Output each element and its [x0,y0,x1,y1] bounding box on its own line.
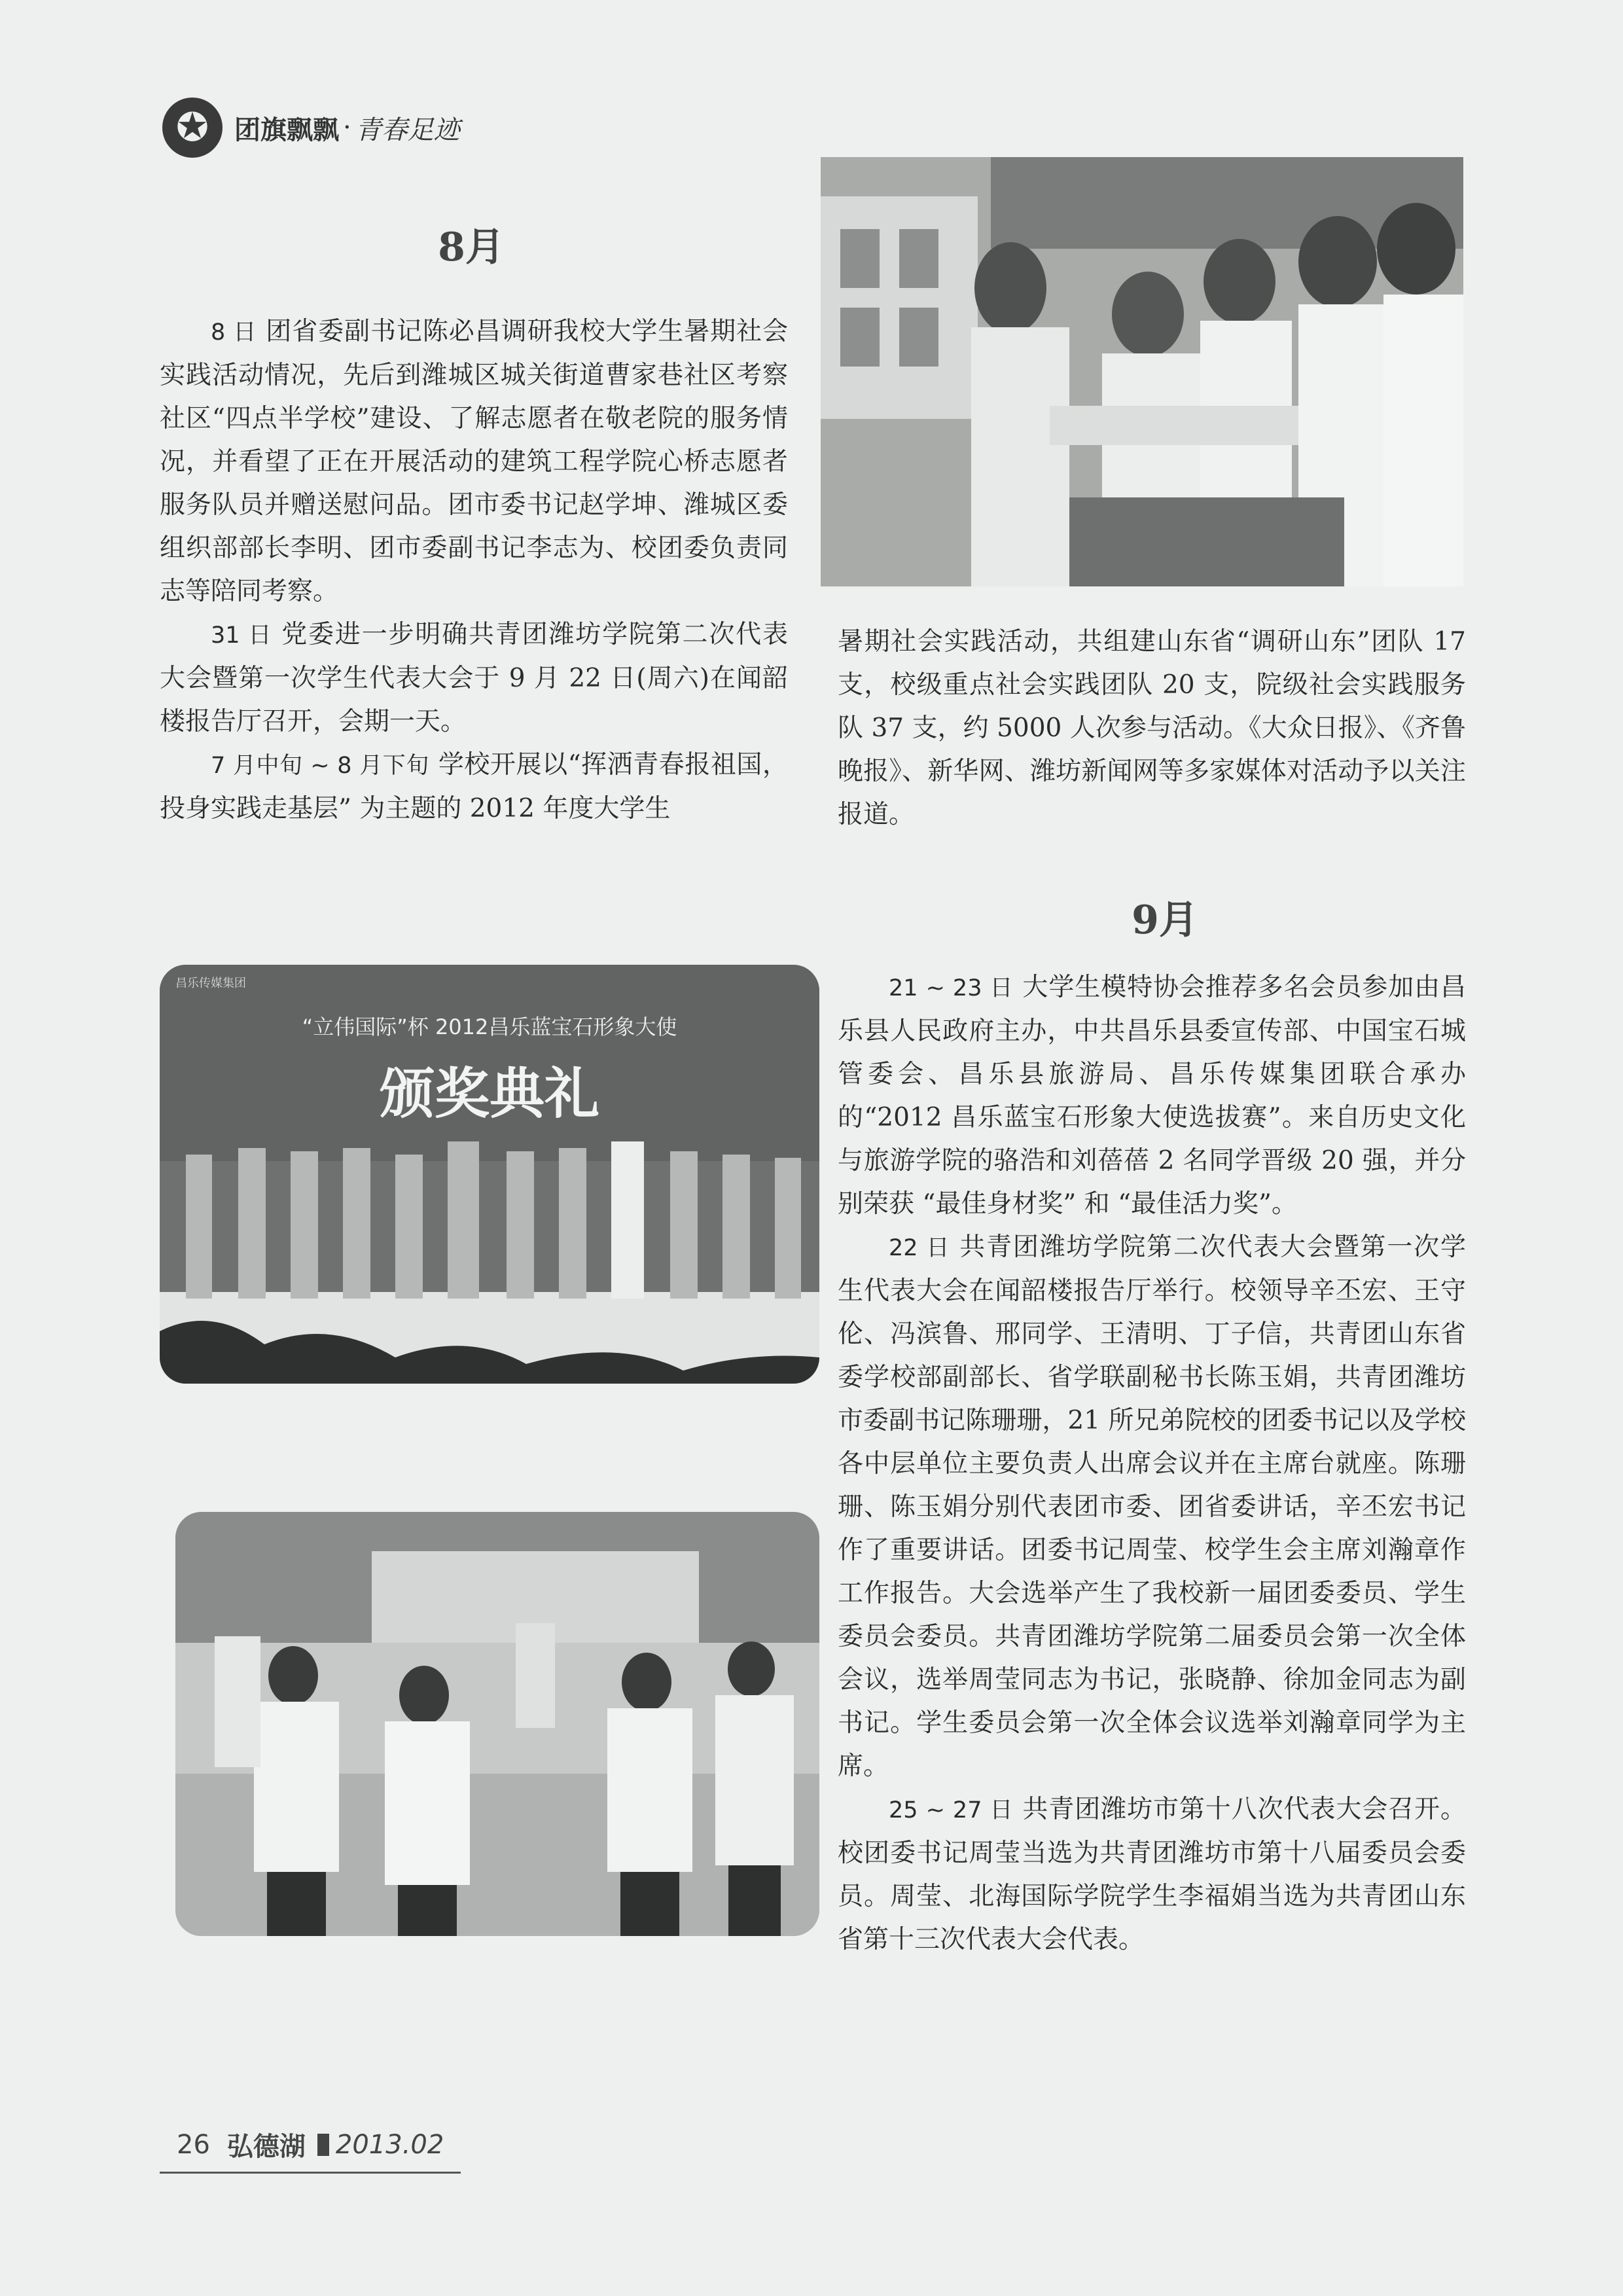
header-separator: · [343,113,351,143]
month-heading-august: 8月 [438,224,505,270]
august-continuation [838,620,1466,836]
september-column [838,966,1466,1962]
entry-date: 21 ~ 23 日 [889,975,1014,1001]
footer-bar-mark [317,2134,329,2156]
entry-text: 共青团潍坊学院第二次代表大会暨第一次学生代表大会在闻韶楼报告厅举行。校领导辛丕宏、王守伦、冯滨鲁、邢同学、王清明、丁子信，共青团山东省委学校部副部长、省学联副秘书长陈玉娟，共青团潍坊市委副书记陈珊珊，21 所兄弟院校的团委书记以及学校各中层单位主要负责人出席会议并在主席台就座。陈珊珊、陈玉娟分别代表团市委、团省委讲话，辛丕宏书记作了重要讲话。团委书记周莹、校学生会主席刘瀚章作工作报告。大会选举产生了我校新一届团委委员、学生委员会委员。共青团潍坊学院第二届委员会第一次全体会议，选举周莹同志为书记，张晓静、徐加金同志为副书记。学生委员会第一次全体会议选举刘瀚章同学为主席。 [838,1232,1466,1781]
photo-volunteer-visit [821,157,1463,586]
page-footer [177,2126,444,2163]
broadcaster-logo-text: 昌乐传媒集团 [175,977,246,990]
section-name: 团旗飘飘 [234,115,339,145]
footer-rule [160,2172,461,2174]
entry-text: 共青团潍坊市第十八次代表大会召开。校团委书记周莹当选为共青团潍坊市第十八届委员会委员。周莹、北海国际学院学生李福娟当选为共青团山东省第十三次代表大会代表。 [838,1795,1466,1954]
magazine-title: 弘德湖 [226,2132,306,2162]
entry-text: 团省委副书记陈必昌调研我校大学生暑期社会实践活动情况，先后到潍城区城关街道曹家巷社区考察社区“四点半学校”建设、了解志愿者在敬老院的服务情况，并看望了正在开展活动的建筑工程学院心桥志愿者服务队员并赠送慰问品。团市委书记赵学坤、潍城区委组织部部长李明、团市委副书记李志为、校团委负责同志等陪同考察。 [160,317,788,606]
page-number: 26 [177,2129,210,2160]
entry-date: 25 ~ 27 日 [889,1797,1014,1823]
entry-sep-25-27 [838,1788,1466,1962]
month-heading-september: 9月 [1132,897,1198,943]
entry-date: 8 日 [211,319,257,346]
photo-award-ceremony-image [160,965,819,1384]
entry-text: 大学生模特协会推荐多名会员参加由昌乐县人民政府主办，中共昌乐县委宣传部、中国宝石城管委会、昌乐县旅游局、昌乐传媒集团联合承办的“2012 昌乐蓝宝石形象大使选拔赛”。来自历史文化与旅游学院的骆浩和刘蓓蓓 2 名同学晋级 20 强，并分别荣获 “最佳身材奖” 和 “最佳活力奖”。 [838,973,1466,1219]
entry-text: 学校开展以“挥洒青春报祖国，投身实践走基层” 为主题的 2012 年度大学生 [160,750,788,823]
entry-date: 31 日 [211,622,273,649]
photo-congress-delegates-image [175,1512,819,1936]
photo-congress-delegates [175,1512,819,1936]
entry-aug-8 [160,310,788,613]
entry-text: 党委进一步明确共青团潍坊学院第二次代表大会暨第一次学生代表大会于 9 月 22 日(周六)在闻韶楼报告厅召开，会期一天。 [160,620,788,736]
entry-jul-aug [160,744,788,831]
banner-line-1: “立伟国际”杯 2012昌乐蓝宝石形象大使 [302,1014,677,1039]
banner-line-2: 颁奖典礼 [379,1061,599,1126]
issue-number: 2013.02 [335,2129,444,2160]
entry-sep-22 [838,1226,1466,1788]
entry-date: 22 日 [889,1235,951,1261]
continuation-text: 暑期社会实践活动，共组建山东省“调研山东”团队 17 支，校级重点社会实践团队 20 支，院级社会实践服务队 37 支，约 5000 人次参与活动。《大众日报》、《齐鲁晚报》、新华网、潍坊新闻网等多家媒体对活动予以关注报道。 [838,627,1466,829]
youth-league-logo-icon: ✪ [162,98,223,158]
entry-aug-31 [160,613,788,744]
august-column [160,310,788,831]
section-subtitle: 青春足迹 [355,115,460,145]
section-header [162,98,460,157]
entry-date: 7 月中旬 ~ 8 月下旬 [211,753,429,779]
entry-sep-21-23 [838,966,1466,1226]
photo-award-ceremony [160,965,819,1384]
photo-volunteer-visit-image [821,157,1463,586]
